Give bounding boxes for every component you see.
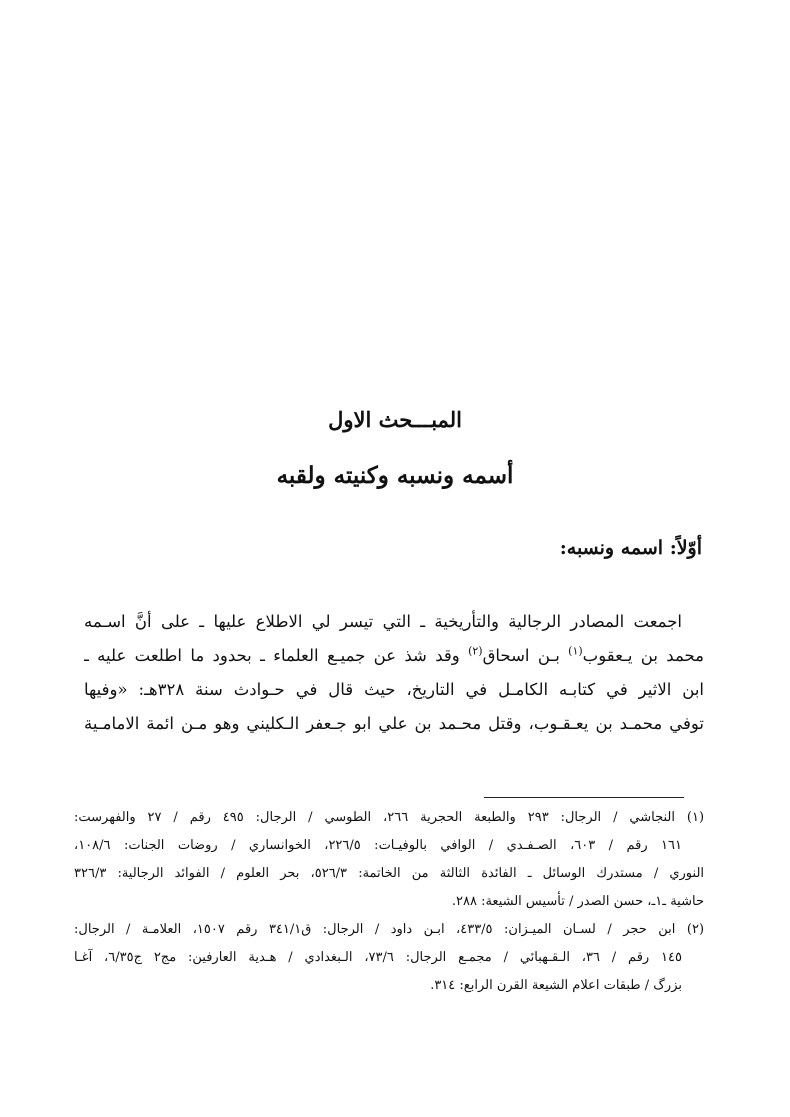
footnote-1-line-3: النوري / مستدرك الوسائل ـ الفائدة الثالثة من الخاتمة: ٥٢٦/٣، بحر العلوم / الفوائد الرجالية: ٣٢٦/٣ bbox=[74, 866, 704, 881]
footnote-2 bbox=[74, 916, 704, 1000]
footnote-2-line-3: بزرگ / طبقات اعلام الشيعة القرن الرابع: ٣١٤. bbox=[430, 978, 682, 993]
footnote-1-line-2: ١٦١ رقم / ٦٠٣، الصـفـدي / الوافي بالوفيـات: ٢٢٦/٥، الخوانساري / روضات الجنات: ١٠٨/٦، bbox=[74, 838, 682, 853]
body-line-2-text-b: بـن اسحاق bbox=[482, 646, 569, 665]
footnote-divider bbox=[484, 797, 684, 798]
body-line-3: ابن الاثير في كتابـه الكامـل في التاريخ، حيث قال في حـوادث سنة ٣٢٨هـ: «وفيها bbox=[84, 680, 704, 699]
body-line-2-text-c: وقد شذ عن جميـع العلماء ـ بحدود ما اطلعت عليه ـ bbox=[84, 646, 469, 665]
footnote-1-line-4: حاشية ـ١ـ، حسن الصدر / تأسيس الشيعة: ٢٨٨. bbox=[451, 894, 704, 909]
footnote-1-line-1: (١) النجاشي / الرجال: ٢٩٣ والطبعة الحجرية ٢٦٦، الطوسي / الرجال: ٤٩٥ رقم / ٢٧ والفهرست: bbox=[74, 810, 704, 825]
chapter-subtitle: أسمه ونسبه وكنيته ولقبه bbox=[276, 462, 514, 489]
footnote-2-line-2: ١٤٥ رقم / ٣٦، الـقـهبائي / مجمـع الرجال: ٧٣/٦، الـبغدادي / هـدية العارفين: مج٢ ج٦/٣٥، آغـا bbox=[74, 950, 682, 965]
footnote-1 bbox=[74, 804, 704, 916]
chapter-title: المبـــحث الاول bbox=[328, 407, 462, 432]
footnotes bbox=[74, 804, 704, 1000]
body-line-2-text-a: محمد بن يـعقوب bbox=[582, 646, 704, 665]
body-line-1: اجمعت المصادر الرجالية والتأريخية ـ التي تيسر لي الاطلاع عليها ـ على أنَّ اسـمه bbox=[84, 612, 682, 631]
footnote-2-line-1: (٢) ابن حجر / لسـان الميـزان: ٤٣٣/٥، ابـن داود / الرجال: ق٣٤١/١ رقم ١٥٠٧، العلامـة / الرجال: bbox=[74, 922, 704, 937]
body-paragraph bbox=[84, 605, 704, 741]
body-line-2 bbox=[84, 639, 704, 673]
section-heading: أوّلاً: اسمه ونسبه: bbox=[559, 537, 702, 559]
footnote-ref-2[interactable]: (٢) bbox=[468, 644, 483, 658]
footnote-ref-1[interactable]: (١) bbox=[568, 644, 583, 658]
body-line-4: توفي محمـد بن يعـقـوب، وقتل محـمد بن علي ابو جـعفر الـكليني وهو مـن ائمة الامامـية bbox=[84, 714, 704, 733]
